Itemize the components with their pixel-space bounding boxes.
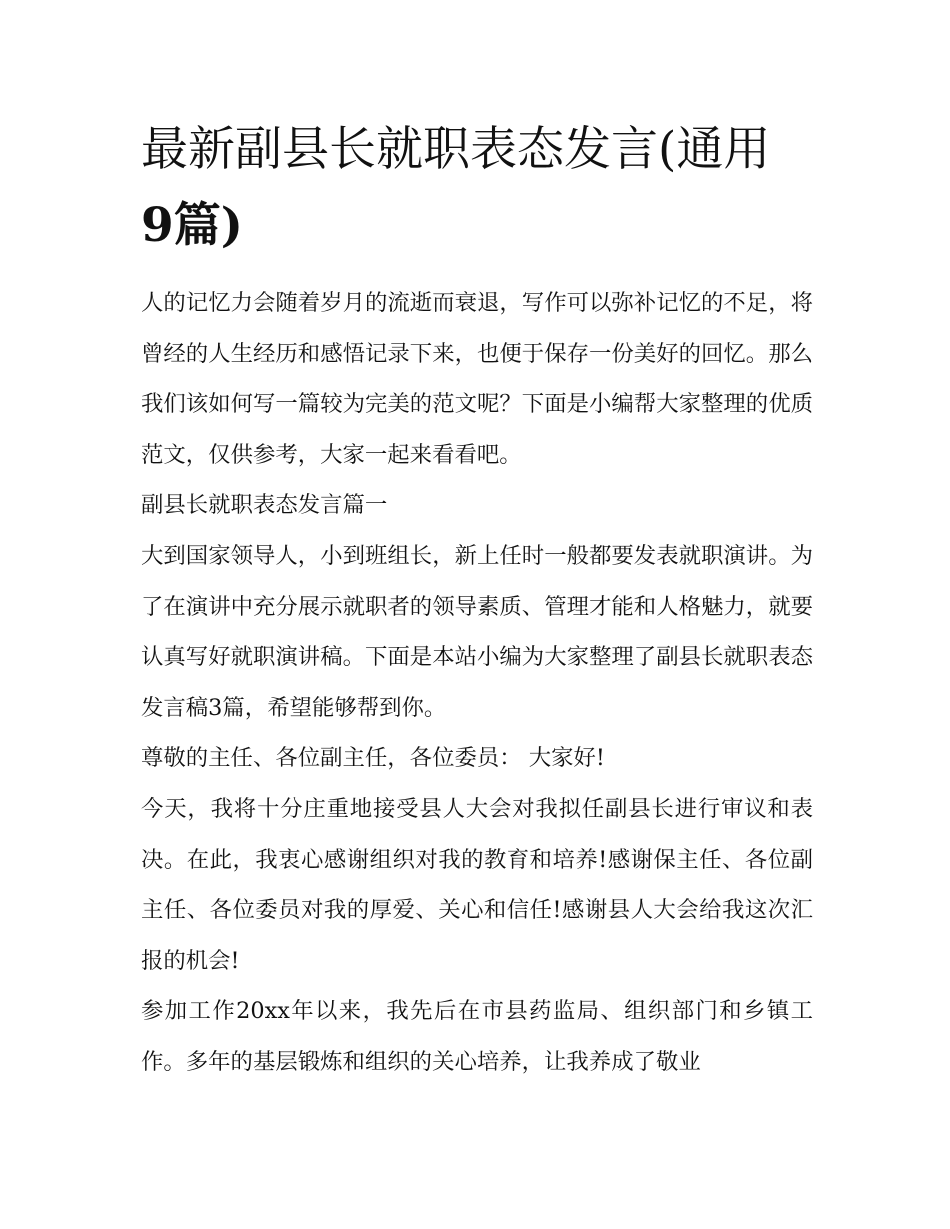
greeting-paragraph: 尊敬的主任、各位副主任，各位委员： 大家好!: [141, 745, 605, 772]
body-paragraph: 参加工作20xx年以来，我先后在市县药监局、组织部门和乡镇工作。多年的基层锻炼和组织的关心培养，让我养成了敬业: [141, 998, 813, 1075]
title-line-2: 9篇): [141, 198, 243, 253]
document-body: [141, 278, 813, 1088]
document-title: [141, 112, 813, 264]
document-content: [141, 112, 813, 1088]
intro-paragraph: 人的记忆力会随着岁月的流逝而衰退，写作可以弥补记忆的不足，将曾经的人生经历和感悟记录下来，也便于保存一份美好的回忆。那么我们该如何写一篇较为完美的范文呢？下面是小编帮大家整理的优质范文，仅供参考，大家一起来看看吧。: [141, 290, 813, 468]
section-heading: 副县长就职表态发言篇一: [141, 492, 388, 519]
title-line-1: 最新副县长就职表态发言(通用: [141, 122, 771, 177]
body-paragraph: 今天，我将十分庄重地接受县人大会对我拟任副县长进行审议和表决。在此，我衷心感谢组织对我的教育和培养!感谢保主任、各位副主任、各位委员对我的厚爱、关心和信任!感谢县人大会给我这次汇报的机会!: [141, 795, 813, 974]
body-paragraph: 大到国家领导人，小到班组长，新上任时一般都要发表就职演讲。为了在演讲中充分展示就职者的领导素质、管理才能和人格魅力，就要认真写好就职演讲稿。下面是本站小编为大家整理了副县长就职表态发言稿3篇，希望能够帮到你。: [141, 542, 813, 721]
